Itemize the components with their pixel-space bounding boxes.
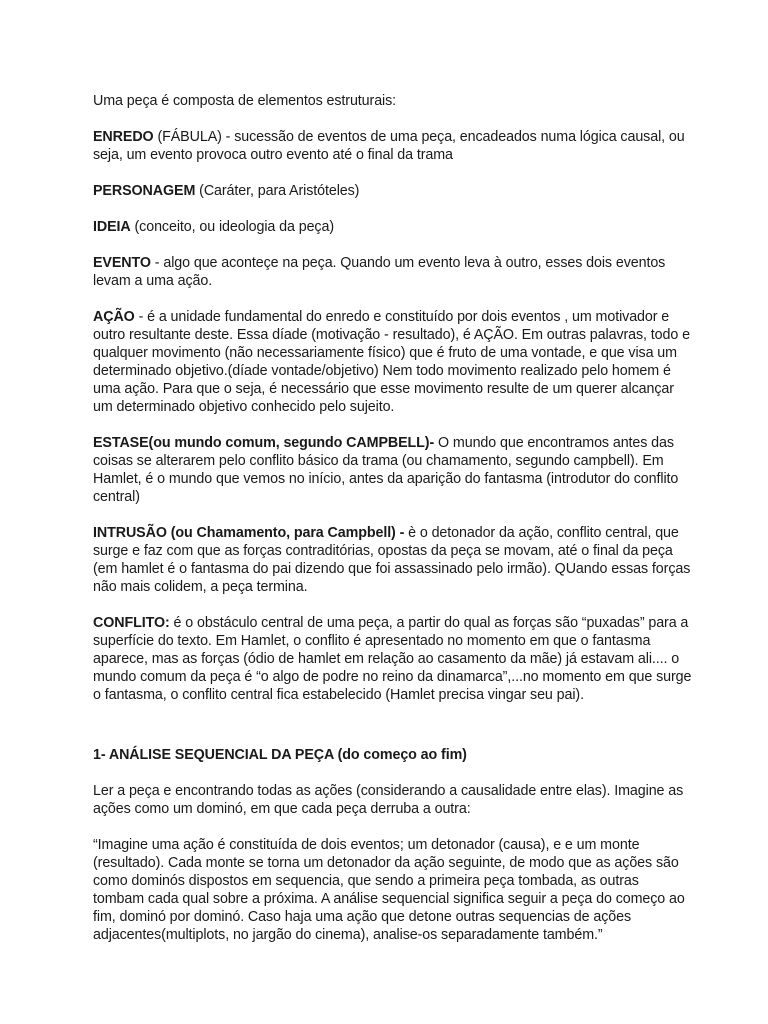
intrusao-term: INTRUSÃO (ou Chamamento, para Campbell) -: [93, 525, 405, 541]
section-1-paragraph-2: “Imagine uma ação é constituída de dois eventos; um detonador (causa), e e um monte (resultado). Cada monte se torna um detonador da ação seguinte, de modo que as ações são como dominós dispostos em sequencia, que sendo a primeira peça tombada, as outras tombam cada qual sobre a próxima. A análise sequencial significa seguir a peça do começo ao fim, dominó por dominó. Caso haja uma ação que detone outras sequencias de ações adjacentes(multiplots, no jargão do cinema), analise-os separadamente também.”: [93, 837, 685, 943]
conflito-term: CONFLITO:: [93, 615, 170, 631]
section-1-paragraph-1: Ler a peça e encontrando todas as ações (considerando a causalidade entre elas). Imagine as ações como um dominó, em que cada peça derruba a outra:: [93, 783, 684, 817]
intro-paragraph: Uma peça é composta de elementos estruturais:: [93, 93, 397, 109]
section-1-heading: 1- ANÁLISE SEQUENCIAL DA PEÇA (do começo ao fim): [93, 747, 467, 763]
estase-text: O mundo que encontramos antes das coisas se alterarem pelo conflito básico da trama (ou chamamento, segundo campbell). Em Hamlet, é o mundo que vemos no início, antes da aparição do fantasma (introdutor do conflito central): [93, 435, 679, 505]
enredo-paragraph: [93, 128, 693, 164]
acao-text: - é a unidade fundamental do enredo e constituído por dois eventos , um motivador e outro resultante deste. Essa díade (motivação - resultado), é AÇÃO. Em outras palavras, todo e qualquer movimento (não necessariamente físico) que é fruto de uma vontade, e que visa um determinado objetivo.(díade vontade/objetivo) Nem todo movimento realizado pelo homem é uma ação. Para que o seja, é necessário que esse movimento resulte de um querer alcançar um determinado objetivo conhecido pelo sujeito.: [93, 309, 690, 415]
acao-paragraph: [93, 308, 693, 416]
document-page: [93, 92, 693, 962]
personagem-term: PERSONAGEM: [93, 183, 196, 199]
acao-term: AÇÃO: [93, 309, 135, 325]
personagem-text: (Caráter, para Aristóteles): [195, 183, 360, 199]
enredo-term: ENREDO: [93, 129, 154, 145]
conflito-text: é o obstáculo central de uma peça, a partir do qual as forças são “puxadas” para a superfície do texto. Em Hamlet, o conflito é apresentado no momento em que o fantasma aparece, mas as forças (ódio de hamlet em relação ao casamento da mãe) já estavam ali.... o mundo comum da peça é “o algo de podre no reino da dinamarca”,...no momento em que surge o fantasma, o conflito central fica estabelecido (Hamlet precisa vingar seu pai).: [93, 615, 692, 703]
evento-term: EVENTO: [93, 255, 151, 271]
personagem-paragraph: [93, 182, 693, 200]
ideia-paragraph: [93, 218, 693, 236]
estase-term: ESTASE(ou mundo comum, segundo CAMPBELL)-: [93, 435, 435, 451]
enredo-text: (FÁBULA) - sucessão de eventos de uma peça, encadeados numa lógica causal, ou seja, um evento provoca outro evento até o final da trama: [93, 129, 685, 163]
ideia-text: (conceito, ou ideologia da peça): [130, 219, 334, 235]
conflito-paragraph: [93, 614, 693, 704]
evento-paragraph: [93, 254, 693, 290]
evento-text: - algo que aconteçe na peça. Quando um evento leva à outro, esses dois eventos levam a uma ação.: [93, 255, 666, 289]
estase-paragraph: [93, 434, 693, 506]
intrusao-paragraph: [93, 524, 693, 596]
intrusao-text: è o detonador da ação, conflito central, que surge e faz com que as forças contraditórias, opostas da peça se movam, até o final da peça (em hamlet é o fantasma do pai dizendo que foi assassinado pelo irmão). QUando essas forças não mais colidem, a peça termina.: [93, 525, 691, 595]
ideia-term: IDEIA: [93, 219, 131, 235]
